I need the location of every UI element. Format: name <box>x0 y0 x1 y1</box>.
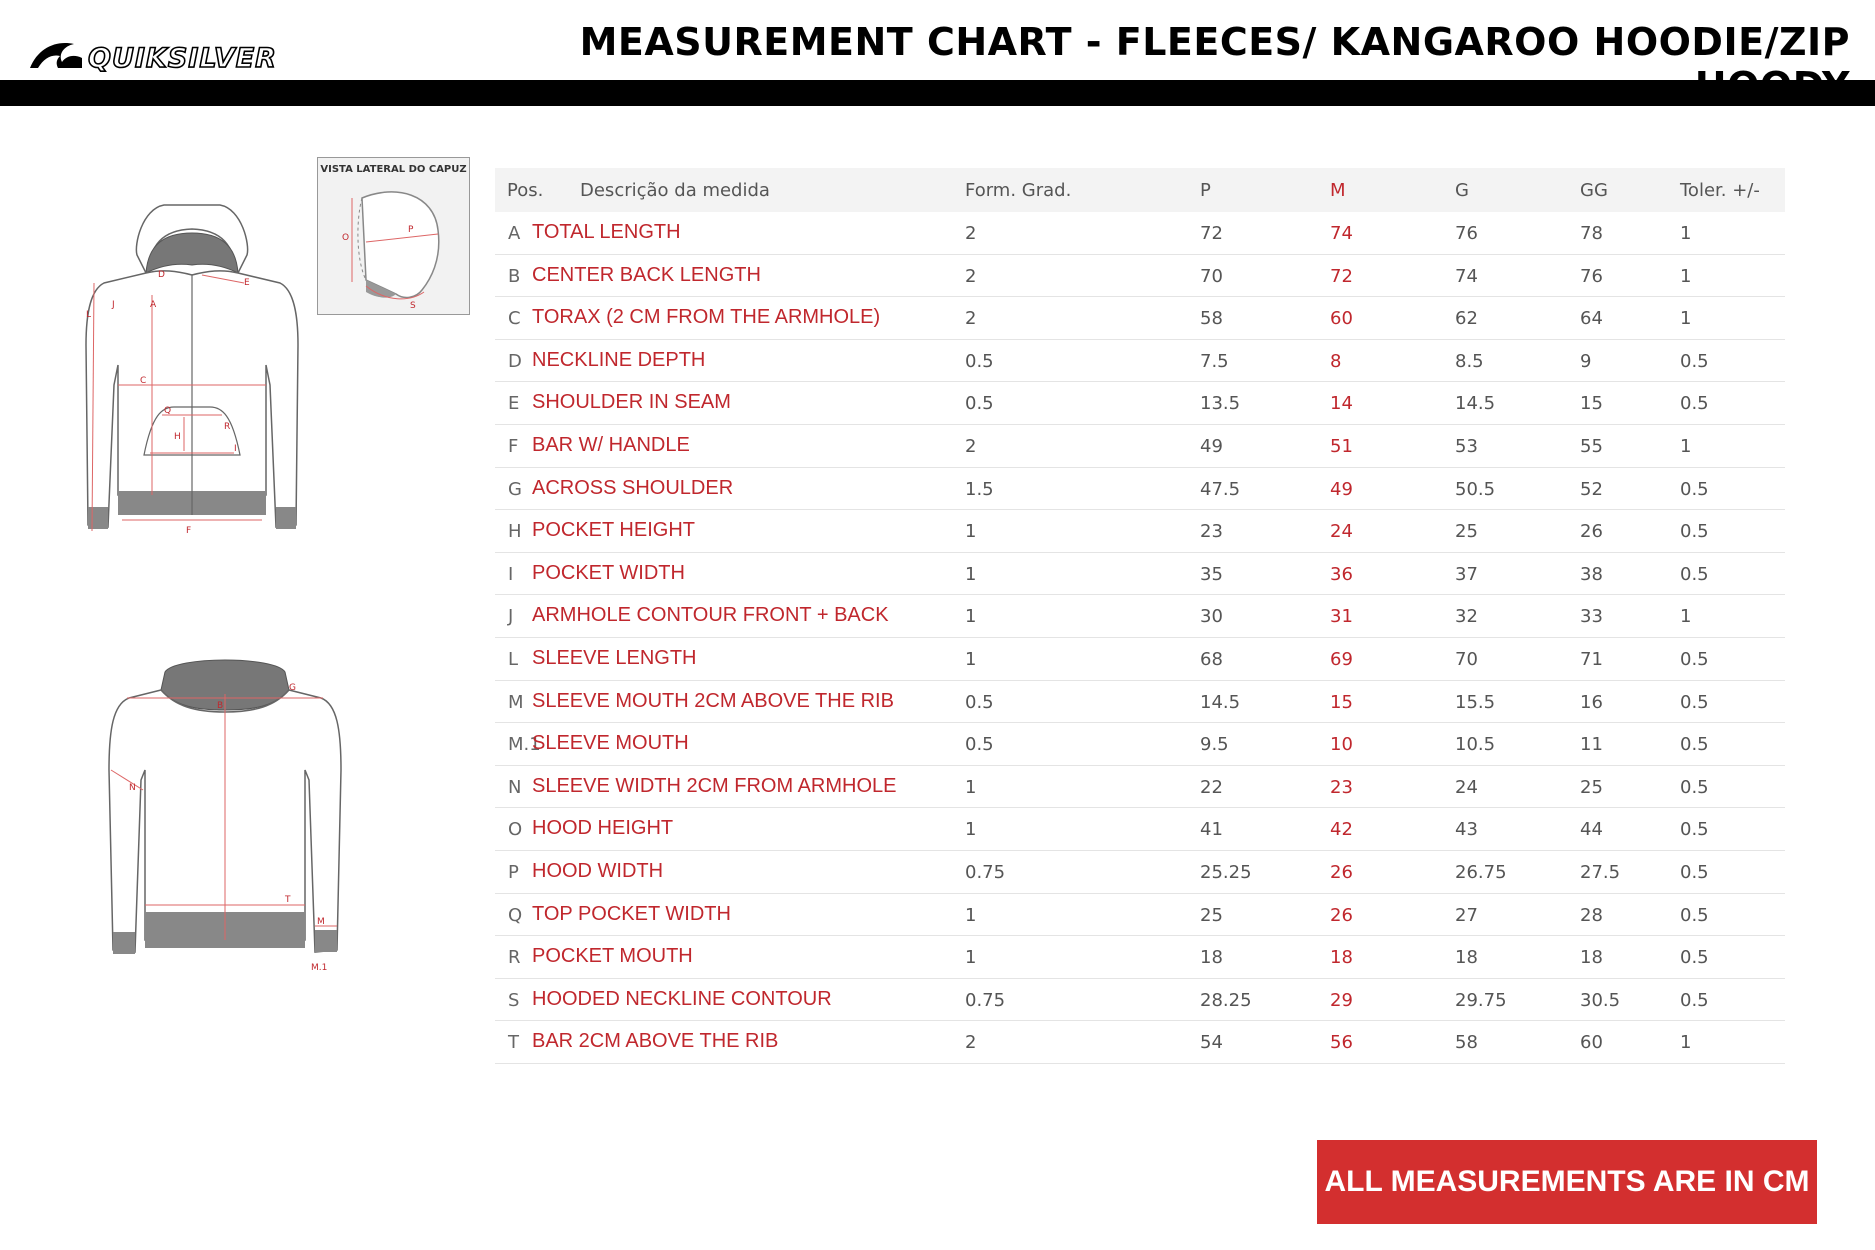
cell-desc: TOP POCKET WIDTH <box>532 902 731 925</box>
table-row <box>495 212 1785 255</box>
cell-grad: 1 <box>965 776 977 798</box>
cell-pos: S <box>508 989 520 1011</box>
cell-tol: 0.5 <box>1680 648 1709 670</box>
cell-desc: SLEEVE LENGTH <box>532 646 697 669</box>
cell-pos: G <box>508 478 522 500</box>
cell-g: 27 <box>1455 904 1478 926</box>
cell-p: 28.25 <box>1200 989 1252 1011</box>
cell-pos: O <box>508 819 523 841</box>
cell-pos: F <box>508 435 519 457</box>
table-row <box>495 382 1785 425</box>
cell-g: 26.75 <box>1455 861 1507 883</box>
hoodie-back-icon <box>105 650 355 980</box>
cell-desc: SLEEVE WIDTH 2CM FROM ARMHOLE <box>532 774 897 797</box>
table-row <box>495 936 1785 979</box>
cell-grad: 0.5 <box>965 691 994 713</box>
header-size-g: G <box>1455 180 1469 201</box>
cell-g: 8.5 <box>1455 350 1484 372</box>
svg-text:L: L <box>86 310 92 320</box>
table-row <box>495 766 1785 809</box>
cell-g: 58 <box>1455 1032 1478 1054</box>
cell-p: 54 <box>1200 1032 1223 1054</box>
svg-text:T: T <box>285 895 291 905</box>
cell-g: 24 <box>1455 776 1478 798</box>
cell-grad: 0.5 <box>965 350 994 372</box>
cell-gg: 76 <box>1580 265 1603 287</box>
cell-desc: POCKET MOUTH <box>532 945 693 968</box>
cell-gg: 30.5 <box>1580 989 1621 1011</box>
header-desc: Descrição da medida <box>580 180 770 201</box>
cell-desc: HOOD HEIGHT <box>532 817 674 840</box>
cell-p: 14.5 <box>1200 691 1241 713</box>
table-row <box>495 979 1785 1022</box>
cell-m: 49 <box>1330 478 1353 500</box>
cell-m: 51 <box>1330 435 1353 457</box>
cell-grad: 2 <box>965 265 977 287</box>
cell-tol: 1 <box>1680 223 1692 244</box>
cell-gg: 27.5 <box>1580 861 1621 883</box>
svg-text:N: N <box>129 783 136 793</box>
cell-gg: 25 <box>1580 776 1603 798</box>
cell-grad: 2 <box>965 1032 977 1054</box>
cell-gg: 15 <box>1580 393 1603 415</box>
cell-p: 70 <box>1200 265 1223 287</box>
cell-g: 62 <box>1455 308 1478 330</box>
svg-text:C: C <box>140 376 147 386</box>
cell-m: 72 <box>1330 265 1353 287</box>
svg-text:QUIKSILVER: QUIKSILVER <box>88 43 277 74</box>
cell-m: 42 <box>1330 819 1353 841</box>
cell-tol: 0.5 <box>1680 691 1709 713</box>
cell-desc: ARMHOLE CONTOUR FRONT + BACK <box>532 604 889 627</box>
cell-grad: 1 <box>965 904 977 926</box>
svg-text:R: R <box>224 422 231 432</box>
cell-p: 7.5 <box>1200 350 1229 372</box>
cell-desc: BAR W/ HANDLE <box>532 433 690 456</box>
cell-gg: 78 <box>1580 223 1603 244</box>
cell-p: 30 <box>1200 606 1223 628</box>
cell-pos: B <box>508 265 521 287</box>
cell-p: 9.5 <box>1200 734 1229 756</box>
svg-text:J: J <box>112 300 115 310</box>
svg-text:A: A <box>150 300 157 310</box>
cell-m: 14 <box>1330 393 1353 415</box>
table-row <box>495 851 1785 894</box>
table-body <box>495 212 1785 1064</box>
table-row <box>495 340 1785 383</box>
cell-gg: 28 <box>1580 904 1603 926</box>
table-header <box>495 168 1785 212</box>
cell-tol: 1 <box>1680 435 1692 457</box>
cell-pos: N <box>508 776 522 798</box>
cell-grad: 0.75 <box>965 989 1006 1011</box>
hood-icon <box>326 180 463 310</box>
cell-g: 14.5 <box>1455 393 1496 415</box>
cell-p: 47.5 <box>1200 478 1241 500</box>
cell-gg: 26 <box>1580 521 1603 543</box>
cell-g: 29.75 <box>1455 989 1507 1011</box>
cell-tol: 1 <box>1680 308 1692 330</box>
cell-desc: HOODED NECKLINE CONTOUR <box>532 987 832 1010</box>
cell-pos: J <box>508 606 514 628</box>
table-row <box>495 723 1785 766</box>
cell-desc: NECKLINE DEPTH <box>532 348 706 371</box>
cell-gg: 11 <box>1580 734 1603 756</box>
cell-p: 68 <box>1200 648 1223 670</box>
cell-grad: 1.5 <box>965 478 994 500</box>
table-row <box>495 553 1785 596</box>
cell-p: 49 <box>1200 435 1223 457</box>
cell-pos: L <box>508 648 519 670</box>
table-row <box>495 425 1785 468</box>
cell-desc: BAR 2CM ABOVE THE RIB <box>532 1030 779 1053</box>
cell-gg: 44 <box>1580 819 1603 841</box>
cell-p: 58 <box>1200 308 1223 330</box>
cell-grad: 0.75 <box>965 861 1006 883</box>
measurement-table <box>495 168 1785 1064</box>
svg-text:S: S <box>410 301 416 310</box>
cell-m: 56 <box>1330 1032 1353 1054</box>
table-row <box>495 510 1785 553</box>
cell-desc: TORAX (2 CM FROM THE ARMHOLE) <box>532 306 881 329</box>
cell-desc: POCKET WIDTH <box>532 561 685 584</box>
cell-m: 23 <box>1330 776 1353 798</box>
cell-p: 25.25 <box>1200 861 1252 883</box>
cell-tol: 0.5 <box>1680 904 1709 926</box>
cell-pos: M.1 <box>508 734 541 756</box>
svg-text:I: I <box>234 444 237 454</box>
table-row <box>495 638 1785 681</box>
back-hoodie-sketch <box>105 650 355 980</box>
cell-grad: 1 <box>965 648 977 670</box>
cell-m: 26 <box>1330 861 1353 883</box>
cell-desc: ACROSS SHOULDER <box>532 476 734 499</box>
cell-gg: 16 <box>1580 691 1603 713</box>
table-row <box>495 1021 1785 1064</box>
cell-pos: M <box>508 691 524 713</box>
cell-g: 76 <box>1455 223 1478 244</box>
cell-gg: 60 <box>1580 1032 1603 1054</box>
cell-desc: SLEEVE MOUTH 2CM ABOVE THE RIB <box>532 689 894 712</box>
cell-g: 50.5 <box>1455 478 1496 500</box>
svg-text:E: E <box>244 278 250 288</box>
cell-grad: 0.5 <box>965 734 994 756</box>
cell-grad: 1 <box>965 563 977 585</box>
cell-tol: 0.5 <box>1680 563 1709 585</box>
cell-m: 29 <box>1330 989 1353 1011</box>
cell-tol: 0.5 <box>1680 819 1709 841</box>
cell-m: 36 <box>1330 563 1353 585</box>
svg-text:O: O <box>342 233 350 243</box>
cell-grad: 1 <box>965 606 977 628</box>
cell-m: 15 <box>1330 691 1353 713</box>
cell-grad: 1 <box>965 819 977 841</box>
table-row <box>495 595 1785 638</box>
cell-g: 37 <box>1455 563 1478 585</box>
cell-tol: 0.5 <box>1680 989 1709 1011</box>
cell-grad: 2 <box>965 223 977 244</box>
cell-tol: 0.5 <box>1680 350 1709 372</box>
cell-g: 74 <box>1455 265 1478 287</box>
cell-m: 8 <box>1330 350 1342 372</box>
cell-p: 23 <box>1200 521 1223 543</box>
front-hoodie-sketch <box>82 195 302 550</box>
svg-text:D: D <box>158 270 165 280</box>
cell-m: 74 <box>1330 223 1353 244</box>
cell-desc: TOTAL LENGTH <box>532 221 681 243</box>
cell-g: 15.5 <box>1455 691 1496 713</box>
cell-p: 25 <box>1200 904 1223 926</box>
table-row <box>495 808 1785 851</box>
cell-pos: P <box>508 861 519 883</box>
hood-side-view <box>317 157 470 315</box>
svg-text:F: F <box>186 526 192 536</box>
table-row <box>495 468 1785 511</box>
cell-g: 18 <box>1455 947 1478 969</box>
cell-p: 13.5 <box>1200 393 1241 415</box>
cell-tol: 0.5 <box>1680 947 1709 969</box>
quiksilver-logo-icon <box>28 34 313 74</box>
cell-grad: 2 <box>965 308 977 330</box>
units-note: ALL MEASUREMENTS ARE IN CM <box>1317 1140 1817 1224</box>
cell-m: 24 <box>1330 521 1353 543</box>
cell-pos: R <box>508 947 521 969</box>
cell-gg: 71 <box>1580 648 1603 670</box>
cell-grad: 2 <box>965 435 977 457</box>
cell-g: 32 <box>1455 606 1478 628</box>
cell-pos: H <box>508 521 522 543</box>
header-size-p: P <box>1200 180 1211 201</box>
header-bar <box>0 80 1875 106</box>
cell-g: 53 <box>1455 435 1478 457</box>
cell-pos: T <box>508 1032 519 1054</box>
header-grad: Form. Grad. <box>965 180 1072 201</box>
cell-g: 10.5 <box>1455 734 1496 756</box>
cell-desc: CENTER BACK LENGTH <box>532 263 761 286</box>
cell-pos: I <box>508 563 514 585</box>
cell-g: 70 <box>1455 648 1478 670</box>
cell-m: 60 <box>1330 308 1353 330</box>
brand-logo <box>28 34 313 74</box>
cell-m: 26 <box>1330 904 1353 926</box>
cell-p: 41 <box>1200 819 1223 841</box>
cell-tol: 1 <box>1680 1032 1692 1054</box>
cell-gg: 38 <box>1580 563 1603 585</box>
cell-grad: 0.5 <box>965 393 994 415</box>
cell-desc: SHOULDER IN SEAM <box>532 391 731 414</box>
cell-m: 10 <box>1330 734 1353 756</box>
hoodie-front-icon <box>82 195 302 550</box>
cell-grad: 1 <box>965 947 977 969</box>
table-row <box>495 894 1785 937</box>
table-row <box>495 255 1785 298</box>
cell-gg: 9 <box>1580 350 1592 372</box>
cell-tol: 1 <box>1680 265 1692 287</box>
cell-desc: SLEEVE MOUTH <box>532 732 689 755</box>
cell-pos: Q <box>508 904 523 926</box>
cell-p: 72 <box>1200 223 1223 244</box>
svg-text:Q: Q <box>164 406 172 416</box>
cell-tol: 0.5 <box>1680 393 1709 415</box>
svg-text:H: H <box>174 432 181 442</box>
cell-tol: 0.5 <box>1680 776 1709 798</box>
cell-g: 25 <box>1455 521 1478 543</box>
svg-text:B: B <box>217 701 224 711</box>
cell-tol: 1 <box>1680 606 1692 628</box>
page-title: MEASUREMENT CHART - FLEECES/ KANGAROO HOODIE/ZIP <box>579 20 1850 64</box>
cell-tol: 0.5 <box>1680 861 1709 883</box>
cell-desc: HOOD WIDTH <box>532 859 664 882</box>
cell-grad: 1 <box>965 521 977 543</box>
cell-m: 31 <box>1330 606 1353 628</box>
cell-pos: C <box>508 308 521 330</box>
svg-text:M: M <box>317 917 325 927</box>
table-row <box>495 681 1785 724</box>
cell-gg: 55 <box>1580 435 1603 457</box>
cell-desc: POCKET HEIGHT <box>532 519 695 542</box>
header-pos: Pos. <box>507 180 544 201</box>
cell-gg: 33 <box>1580 606 1603 628</box>
svg-text:P: P <box>408 225 414 235</box>
cell-tol: 0.5 <box>1680 521 1709 543</box>
svg-text:G: G <box>289 683 296 693</box>
cell-p: 22 <box>1200 776 1223 798</box>
cell-gg: 64 <box>1580 308 1603 330</box>
cell-p: 18 <box>1200 947 1223 969</box>
hood-side-view-label: VISTA LATERAL DO CAPUZ <box>320 164 467 175</box>
cell-pos: E <box>508 393 520 415</box>
cell-m: 18 <box>1330 947 1353 969</box>
cell-gg: 52 <box>1580 478 1603 500</box>
cell-pos: A <box>508 223 521 244</box>
header-size-gg: GG <box>1580 180 1608 201</box>
cell-pos: D <box>508 350 522 372</box>
header-size-m: M <box>1330 180 1346 201</box>
cell-tol: 0.5 <box>1680 734 1709 756</box>
cell-g: 43 <box>1455 819 1478 841</box>
header-tolerance: Toler. +/- <box>1680 180 1760 201</box>
cell-p: 35 <box>1200 563 1223 585</box>
cell-m: 69 <box>1330 648 1353 670</box>
table-row <box>495 297 1785 340</box>
svg-text:M.1: M.1 <box>311 963 328 973</box>
cell-gg: 18 <box>1580 947 1603 969</box>
cell-tol: 0.5 <box>1680 478 1709 500</box>
